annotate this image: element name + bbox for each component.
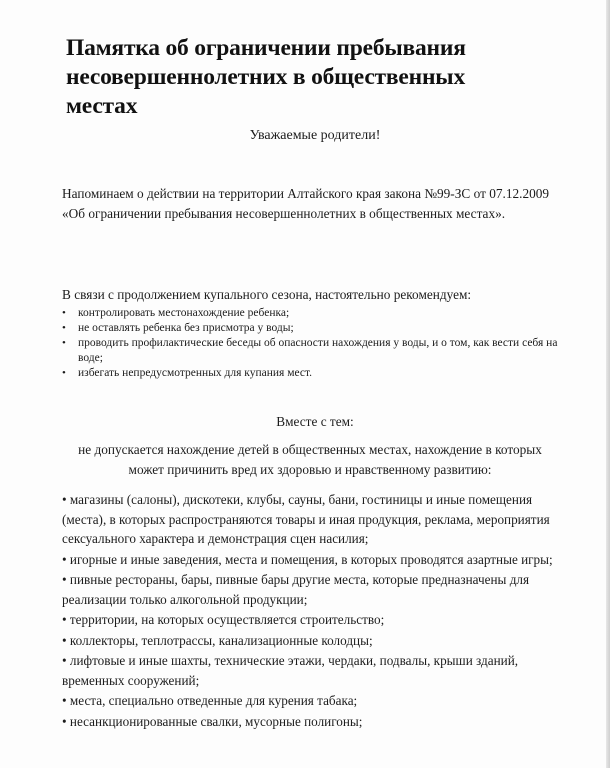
recommendation-text: контролировать местонахождение ребенка;	[78, 307, 290, 319]
recommendation-text: проводить профилактические беседы об опасности нахождения у воды, и о том, как вести себя на воде;	[78, 337, 558, 364]
bullet-icon: •	[62, 337, 66, 349]
restricted-place-item: • магазины (салоны), дискотеки, клубы, сауны, бани, гостиницы и иные помещения (места), в которых распространяются товары и иная продукция, реклама, мероприятия сексуального характера и демонстрация сцен насилия;	[62, 492, 550, 546]
section-heading: Вместе с тем:	[276, 414, 354, 429]
recommendation-text: избегать непредусмотренных для купания мест.	[78, 367, 313, 379]
restricted-place-item: • коллекторы, теплотрассы, канализационные колодцы;	[62, 632, 373, 648]
bullet-icon: •	[62, 322, 66, 334]
restricted-place-item: • пивные рестораны, бары, пивные бары другие места, которые предназначены для реализации только алкогольной продукции;	[62, 572, 530, 607]
bullet-icon: •	[62, 307, 66, 319]
document-title: Памятка об ограничении пребывания несовершеннолетних в общественных местах	[66, 35, 466, 119]
warning-paragraph: не допускается нахождение детей в общественных местах, нахождение в которых может причинить вред их здоровью и нравственному развитию:	[78, 442, 542, 477]
bullet-icon: •	[62, 367, 66, 379]
restricted-place-item: • игорные и иные заведения, места и помещения, в которых проводятся азартные игры;	[62, 551, 553, 567]
restricted-places-list	[62, 490, 558, 732]
recommendation-text: не оставлять ребенка без присмотра у воды;	[78, 322, 294, 334]
scan-edge-shadow	[606, 0, 610, 768]
law-reminder-paragraph: Напоминаем о действии на территории Алтайского края закона №99-ЗС от 07.12.2009 «Об ограничении пребывания несовершеннолетних в общественных местах».	[62, 186, 550, 221]
recommendation-item	[62, 306, 562, 321]
recommendation-item	[62, 321, 562, 336]
restricted-place-item: • места, специально отведенные для курения табака;	[62, 693, 358, 708]
recommendation-item	[62, 366, 562, 381]
salutation: Уважаемые родители!	[249, 128, 381, 143]
recommendations-intro: В связи с продолжением купального сезона, настоятельно рекомендуем:	[62, 287, 472, 302]
restricted-place-item: • территории, на которых осуществляется строительство;	[62, 612, 385, 627]
recommendations-list	[62, 306, 562, 381]
restricted-place-item: • несанкционированные свалки, мусорные полигоны;	[62, 713, 363, 729]
recommendation-item	[62, 336, 562, 366]
restricted-place-item: • лифтовые и иные шахты, технические этажи, чердаки, подвалы, крыши зданий, временных сооружений;	[62, 653, 519, 688]
